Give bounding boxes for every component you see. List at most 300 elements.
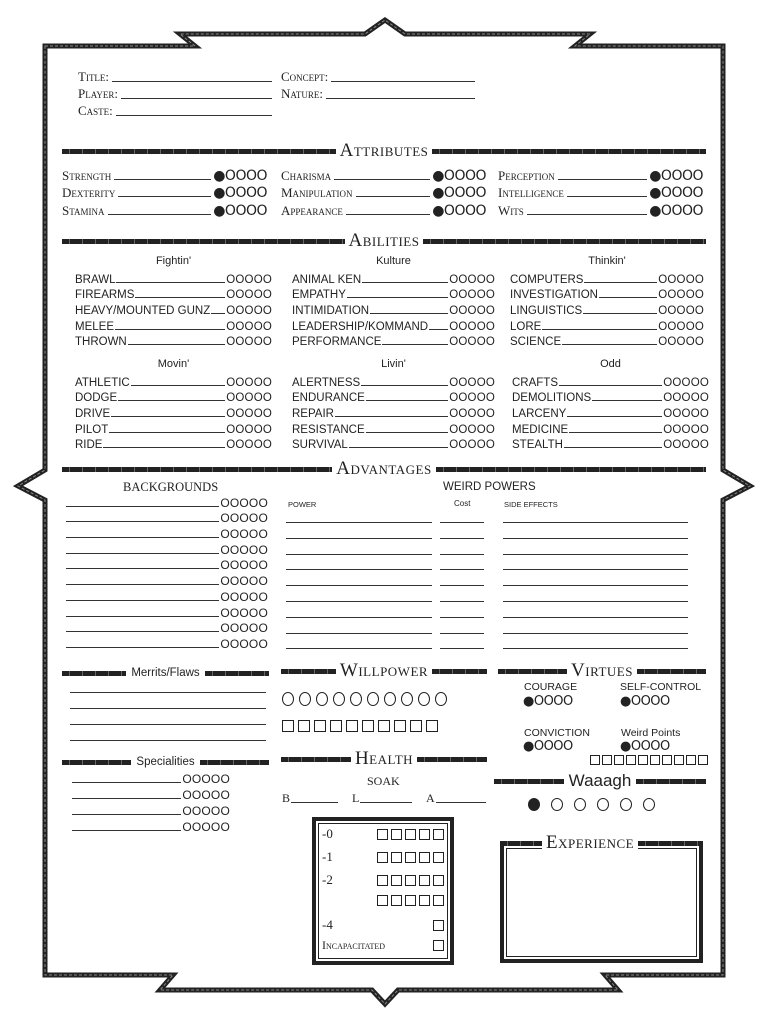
side-effect-line[interactable]: [503, 633, 688, 634]
health-box-square[interactable]: [433, 940, 444, 951]
ability-endurance[interactable]: [292, 389, 495, 405]
speciality-line: [72, 814, 181, 815]
cost-line[interactable]: [440, 648, 484, 649]
health-box-square[interactable]: [433, 829, 444, 840]
willpower-dot[interactable]: [299, 692, 311, 706]
merit-flaw-line[interactable]: [70, 724, 266, 725]
cost-line[interactable]: [440, 538, 484, 539]
weird-point-box[interactable]: [626, 755, 636, 765]
speciality-row[interactable]: [72, 770, 230, 786]
ability-computers[interactable]: [510, 270, 704, 286]
ability-crafts[interactable]: [512, 373, 709, 389]
health-box-square[interactable]: [419, 895, 430, 906]
ability-investigation[interactable]: [510, 286, 704, 302]
health-box-square[interactable]: [433, 895, 444, 906]
ability-dots[interactable]: OOOOO: [226, 336, 272, 349]
ability-dots[interactable]: OOOOO: [449, 408, 495, 421]
ability-dots[interactable]: OOOOO: [449, 305, 495, 318]
concept-label: Concept:: [281, 69, 329, 84]
attribute-wits[interactable]: [498, 201, 703, 219]
willpower-box[interactable]: [378, 720, 390, 732]
willpower-box[interactable]: [298, 720, 310, 732]
ability-performance[interactable]: [292, 333, 495, 349]
attribute-dots[interactable]: ●OOOO: [432, 185, 486, 201]
soak-b-label: B: [282, 791, 291, 805]
self-control-dots[interactable]: ●OOOO: [620, 694, 670, 709]
ability-line: [583, 313, 657, 314]
cost-line[interactable]: [440, 554, 484, 555]
abilities-heading: Abilities: [348, 230, 420, 251]
waaagh-banner: [494, 770, 706, 792]
power-line[interactable]: [286, 601, 432, 602]
player-field[interactable]: [78, 86, 274, 102]
waaagh-dot[interactable]: [551, 798, 563, 811]
ability-label: PILOT: [75, 423, 109, 436]
health-boxes[interactable]: [433, 920, 444, 931]
willpower-dot[interactable]: [316, 692, 328, 706]
background-dots[interactable]: OOOOO: [220, 511, 268, 526]
health-box-square[interactable]: [433, 875, 444, 886]
soak-l-label: L: [352, 791, 360, 805]
weird-point-box[interactable]: [662, 755, 672, 765]
health-boxes[interactable]: [433, 940, 444, 951]
power-line[interactable]: [286, 554, 432, 555]
waaagh-dot[interactable]: [574, 798, 586, 811]
ability-dots[interactable]: OOOOO: [658, 336, 704, 349]
background-row[interactable]: [66, 525, 268, 541]
speciality-dots[interactable]: OOOOO: [182, 788, 230, 802]
waaagh-dot[interactable]: [620, 798, 632, 811]
health-box-square[interactable]: [405, 852, 416, 863]
cost-line[interactable]: [440, 569, 484, 570]
ability-dots[interactable]: OOOOO: [449, 439, 495, 452]
attribute-dots[interactable]: ●OOOO: [649, 167, 703, 184]
ability-dots[interactable]: OOOOO: [226, 376, 272, 389]
attribute-line: [527, 214, 647, 215]
background-dots[interactable]: OOOOO: [220, 636, 268, 651]
background-dots[interactable]: OOOOO: [220, 605, 268, 620]
background-line: [66, 506, 219, 507]
power-line[interactable]: [286, 617, 432, 618]
abilities-livin: [292, 358, 495, 451]
concept-field[interactable]: [281, 69, 477, 85]
specialities-heading: Specialities: [136, 756, 195, 768]
attributes-banner: [62, 140, 706, 162]
power-line[interactable]: [286, 648, 432, 649]
willpower-box[interactable]: [362, 720, 374, 732]
willpower-dot[interactable]: [350, 692, 362, 706]
background-dots[interactable]: OOOOO: [220, 621, 268, 636]
health-box-square[interactable]: [391, 875, 402, 886]
weird-point-box[interactable]: [686, 755, 696, 765]
power-line[interactable]: [286, 522, 432, 523]
side-effect-line[interactable]: [503, 585, 688, 586]
soak-bashing[interactable]: [282, 791, 340, 806]
ability-line: [128, 344, 226, 345]
attribute-dots[interactable]: ●OOOO: [213, 167, 267, 184]
willpower-dot[interactable]: [333, 692, 345, 706]
ability-empathy[interactable]: [292, 286, 495, 302]
power-line[interactable]: [286, 633, 432, 634]
soak-lethal[interactable]: [352, 791, 414, 806]
caste-field[interactable]: [78, 103, 274, 119]
ability-line: [116, 282, 225, 283]
speciality-row[interactable]: [72, 786, 230, 802]
health-heading: Health: [354, 748, 414, 769]
ability-dots[interactable]: OOOOO: [658, 320, 704, 333]
side-effect-line[interactable]: [503, 569, 688, 570]
ability-dots[interactable]: OOOOO: [449, 423, 495, 436]
health-box-square[interactable]: [377, 829, 388, 840]
willpower-box[interactable]: [282, 720, 294, 732]
virtues-heading: Virtues: [571, 660, 633, 681]
ability-dots[interactable]: OOOOO: [658, 273, 704, 286]
weird-point-box[interactable]: [638, 755, 648, 765]
willpower-dot[interactable]: [384, 692, 396, 706]
player-label: Player:: [78, 86, 119, 101]
health-level-label: -0: [322, 826, 333, 841]
attribute-dexterity[interactable]: [62, 184, 267, 202]
self-control-label: SELF-CONTROL: [620, 681, 702, 693]
attribute-dots[interactable]: ●OOOO: [649, 185, 703, 201]
attribute-line: [346, 214, 430, 215]
side-effect-line[interactable]: [503, 538, 688, 539]
attribute-dots[interactable]: ●OOOO: [213, 202, 267, 219]
ability-dots[interactable]: OOOOO: [663, 392, 709, 405]
weird-point-box[interactable]: [602, 755, 612, 765]
ability-line: [111, 416, 225, 417]
attribute-manipulation[interactable]: [281, 184, 486, 202]
health-box-square[interactable]: [405, 829, 416, 840]
willpower-dot[interactable]: [367, 692, 379, 706]
ability-athletic[interactable]: [75, 373, 272, 389]
attribute-label: Charisma: [281, 167, 332, 183]
ability-dots[interactable]: OOOOO: [663, 439, 709, 452]
background-dots[interactable]: OOOOO: [220, 542, 268, 557]
speciality-row[interactable]: [72, 802, 230, 818]
speciality-dots[interactable]: OOOOO: [182, 772, 230, 786]
weird-point-box[interactable]: [590, 755, 600, 765]
health-box-square[interactable]: [391, 895, 402, 906]
ability-lore[interactable]: [510, 317, 704, 333]
backgrounds-list: [66, 494, 268, 651]
attribute-stamina[interactable]: [62, 201, 267, 219]
willpower-dot[interactable]: [401, 692, 413, 706]
willpower-box[interactable]: [314, 720, 326, 732]
background-dots[interactable]: OOOOO: [220, 589, 268, 604]
ability-stealth[interactable]: [512, 436, 709, 452]
ability-dots[interactable]: OOOOO: [658, 305, 704, 318]
attribute-charisma[interactable]: [281, 166, 486, 184]
background-line: [66, 521, 219, 522]
health-box-square[interactable]: [419, 829, 430, 840]
side-effect-line[interactable]: [503, 617, 688, 618]
weird-point-box[interactable]: [674, 755, 684, 765]
attributes-mental: [498, 166, 703, 219]
ability-dots[interactable]: OOOOO: [226, 289, 272, 302]
weird-points-pool[interactable]: [590, 755, 708, 765]
willpower-permanent[interactable]: [282, 692, 447, 706]
attribute-label: Appearance: [281, 202, 343, 218]
experience-box[interactable]: [500, 842, 703, 963]
abilities-thinkin: [510, 255, 704, 348]
background-row[interactable]: [66, 557, 268, 573]
virtues-banner: [498, 660, 706, 682]
nature-field[interactable]: [281, 86, 477, 102]
background-dots[interactable]: OOOOO: [220, 558, 268, 573]
ability-label: EMPATHY: [292, 289, 346, 302]
ability-brawl[interactable]: [75, 270, 272, 286]
attributes-physical: [62, 166, 267, 219]
soak-aggravated[interactable]: [426, 791, 488, 806]
willpower-box[interactable]: [330, 720, 342, 732]
ability-label: SCIENCE: [510, 336, 562, 349]
attribute-line: [114, 179, 211, 180]
ability-thrown[interactable]: [75, 333, 272, 349]
attribute-appearance[interactable]: [281, 201, 486, 219]
advantages-banner: [62, 458, 706, 480]
health-level-label: -1: [322, 849, 333, 864]
background-line: [66, 584, 219, 585]
conviction-dots[interactable]: ●OOOO: [523, 739, 573, 754]
health-box-square[interactable]: [433, 852, 444, 863]
willpower-temporary[interactable]: [282, 720, 438, 732]
weird-point-box[interactable]: [614, 755, 624, 765]
ability-dots[interactable]: OOOOO: [449, 336, 495, 349]
waaagh-dot[interactable]: [643, 798, 655, 811]
willpower-box[interactable]: [346, 720, 358, 732]
attribute-label: Manipulation: [281, 185, 353, 200]
weird-points-dots[interactable]: ●OOOO: [620, 739, 670, 754]
ability-survival[interactable]: [292, 436, 495, 452]
willpower-dot[interactable]: [418, 692, 430, 706]
attribute-strength[interactable]: [62, 166, 267, 184]
health-box-square[interactable]: [405, 875, 416, 886]
ability-line: [562, 344, 657, 345]
attribute-intelligence[interactable]: [498, 184, 703, 202]
background-dots[interactable]: OOOOO: [220, 527, 268, 542]
health-box-square[interactable]: [419, 875, 430, 886]
side-effect-line[interactable]: [503, 648, 688, 649]
ability-line: [135, 297, 225, 298]
weird-point-box[interactable]: [650, 755, 660, 765]
ability-dots[interactable]: OOOOO: [226, 320, 272, 333]
ability-drive[interactable]: [75, 404, 272, 420]
caste-label: Caste:: [78, 103, 113, 118]
ability-label: THROWN: [75, 336, 127, 349]
ability-label: RIDE: [75, 439, 103, 452]
ability-label: INVESTIGATION: [510, 289, 598, 302]
ability-ride[interactable]: [75, 436, 272, 452]
health-box-square[interactable]: [419, 852, 430, 863]
waaagh-track[interactable]: [528, 798, 655, 811]
background-row[interactable]: [66, 588, 268, 604]
ability-medicine[interactable]: [512, 420, 709, 436]
ability-dots[interactable]: OOOOO: [226, 273, 272, 286]
background-row[interactable]: [66, 494, 268, 510]
weird-point-box[interactable]: [698, 755, 708, 765]
ability-resistance[interactable]: [292, 420, 495, 436]
attribute-label: Perception: [498, 167, 555, 183]
health-level-row: [322, 872, 444, 888]
ability-dots[interactable]: OOOOO: [449, 376, 495, 389]
attribute-dots[interactable]: ●OOOO: [432, 167, 486, 184]
ability-dots[interactable]: OOOOO: [663, 376, 709, 389]
health-box-square[interactable]: [391, 852, 402, 863]
ability-intimidation[interactable]: [292, 301, 495, 317]
ability-label: LARCENY: [512, 408, 567, 421]
willpower-heading: Willpower: [339, 660, 429, 681]
advantages-heading: Advantages: [336, 458, 432, 479]
willpower-dot[interactable]: [282, 692, 294, 706]
ability-line: [109, 432, 225, 433]
courage-label: COURAGE: [524, 681, 578, 693]
power-line[interactable]: [286, 538, 432, 539]
attribute-label: Wits: [498, 202, 524, 218]
health-box-square[interactable]: [377, 895, 388, 906]
ability-animal-ken[interactable]: [292, 270, 495, 286]
willpower-box[interactable]: [426, 720, 438, 732]
speciality-row[interactable]: [72, 818, 230, 834]
courage-dots[interactable]: ●OOOO: [523, 694, 573, 709]
background-line: [66, 616, 219, 617]
ability-dots[interactable]: OOOOO: [226, 392, 272, 405]
health-boxes[interactable]: [377, 829, 444, 840]
background-row[interactable]: [66, 572, 268, 588]
speciality-dots[interactable]: OOOOO: [182, 820, 230, 834]
willpower-box[interactable]: [394, 720, 406, 732]
ability-group-title: Odd: [600, 358, 621, 370]
background-row[interactable]: [66, 604, 268, 620]
cost-line[interactable]: [440, 617, 484, 618]
conviction-label: CONVICTION: [524, 727, 590, 739]
speciality-dots[interactable]: OOOOO: [182, 804, 230, 818]
ability-label: MELEE: [75, 320, 114, 333]
ability-dots[interactable]: OOOOO: [449, 273, 495, 286]
ability-dots[interactable]: OOOOO: [449, 289, 495, 302]
ability-dots[interactable]: OOOOO: [663, 423, 709, 436]
background-row[interactable]: [66, 510, 268, 526]
ability-larceny[interactable]: [512, 404, 709, 420]
ability-dots[interactable]: OOOOO: [449, 392, 495, 405]
ability-line: [131, 385, 226, 386]
ability-dots[interactable]: OOOOO: [226, 423, 272, 436]
willpower-box[interactable]: [410, 720, 422, 732]
ability-dots[interactable]: OOOOO: [449, 320, 495, 333]
ability-dots[interactable]: OOOOO: [226, 408, 272, 421]
cost-line[interactable]: [440, 633, 484, 634]
side-effect-line[interactable]: [503, 554, 688, 555]
power-line[interactable]: [286, 585, 432, 586]
ability-dots[interactable]: OOOOO: [226, 439, 272, 452]
waaagh-dot[interactable]: [528, 798, 540, 811]
merit-flaw-line[interactable]: [70, 740, 266, 741]
attribute-label: Intelligence: [498, 185, 564, 200]
ability-line: [599, 297, 657, 298]
ability-line: [335, 416, 448, 417]
attribute-dots[interactable]: ●OOOO: [213, 185, 267, 201]
background-row[interactable]: [66, 541, 268, 557]
ability-label: FIREARMS: [75, 289, 135, 302]
health-boxes[interactable]: [377, 875, 444, 886]
health-box-square[interactable]: [391, 829, 402, 840]
cost-line[interactable]: [440, 601, 484, 602]
health-box-square[interactable]: [377, 852, 388, 863]
health-banner: [281, 748, 487, 770]
health-box-square[interactable]: [405, 895, 416, 906]
attribute-line: [118, 196, 211, 197]
side-effect-line[interactable]: [503, 522, 688, 523]
ability-label: MEDICINE: [512, 423, 569, 436]
power-line[interactable]: [286, 569, 432, 570]
ability-line: [362, 282, 448, 283]
ability-line: [115, 329, 225, 330]
ability-label: ANIMAL KEN: [292, 273, 362, 286]
background-dots[interactable]: OOOOO: [220, 574, 268, 589]
ability-group-title: Kulture: [376, 255, 411, 267]
attributes-heading: Attributes: [339, 140, 429, 161]
willpower-dot[interactable]: [435, 692, 447, 706]
ability-dodge[interactable]: [75, 389, 272, 405]
background-row[interactable]: [66, 620, 268, 636]
ability-dots[interactable]: OOOOO: [226, 305, 272, 318]
title-label: Title:: [78, 69, 110, 84]
cost-line[interactable]: [440, 522, 484, 523]
health-boxes[interactable]: [377, 895, 444, 906]
background-dots[interactable]: OOOOO: [220, 495, 268, 510]
weird-points-label: Weird Points: [621, 727, 681, 739]
weird-powers-title: WEIRD POWERS: [443, 481, 536, 493]
ability-repair[interactable]: [292, 404, 495, 420]
health-level-label: -2: [322, 872, 333, 887]
ability-label: DODGE: [75, 392, 118, 405]
ability-line: [370, 313, 448, 314]
attribute-dots[interactable]: ●OOOO: [649, 202, 703, 219]
background-row[interactable]: [66, 635, 268, 651]
ability-melee[interactable]: [75, 317, 272, 333]
ability-pilot[interactable]: [75, 420, 272, 436]
ability-firearms[interactable]: [75, 286, 272, 302]
attribute-dots[interactable]: ●OOOO: [432, 202, 486, 219]
health-boxes[interactable]: [377, 852, 444, 863]
willpower-banner: [281, 660, 487, 682]
waaagh-dot[interactable]: [597, 798, 609, 811]
attribute-perception[interactable]: [498, 166, 703, 184]
ability-dots[interactable]: OOOOO: [663, 408, 709, 421]
side-effect-line[interactable]: [503, 601, 688, 602]
attribute-line: [334, 179, 430, 180]
health-box-square[interactable]: [377, 875, 388, 886]
attributes-social: [281, 166, 486, 219]
merit-flaw-line[interactable]: [70, 692, 266, 693]
merit-flaw-line[interactable]: [70, 708, 266, 709]
health-level-row: [322, 917, 444, 933]
ability-demolitions[interactable]: [512, 389, 709, 405]
health-level-label: Incapacitated: [322, 938, 386, 952]
ability-alertness[interactable]: [292, 373, 495, 389]
ability-linguistics[interactable]: [510, 301, 704, 317]
ability-heavy-mounted-gunz[interactable]: [75, 301, 272, 317]
ability-science[interactable]: [510, 333, 704, 349]
cost-line[interactable]: [440, 585, 484, 586]
ability-leadership-kommand[interactable]: [292, 317, 495, 333]
ability-label: REPAIR: [292, 408, 334, 421]
health-box-square[interactable]: [433, 920, 444, 931]
speciality-line: [72, 830, 181, 831]
ability-dots[interactable]: OOOOO: [658, 289, 704, 302]
ability-line: [567, 416, 662, 417]
title-field[interactable]: [78, 69, 274, 85]
